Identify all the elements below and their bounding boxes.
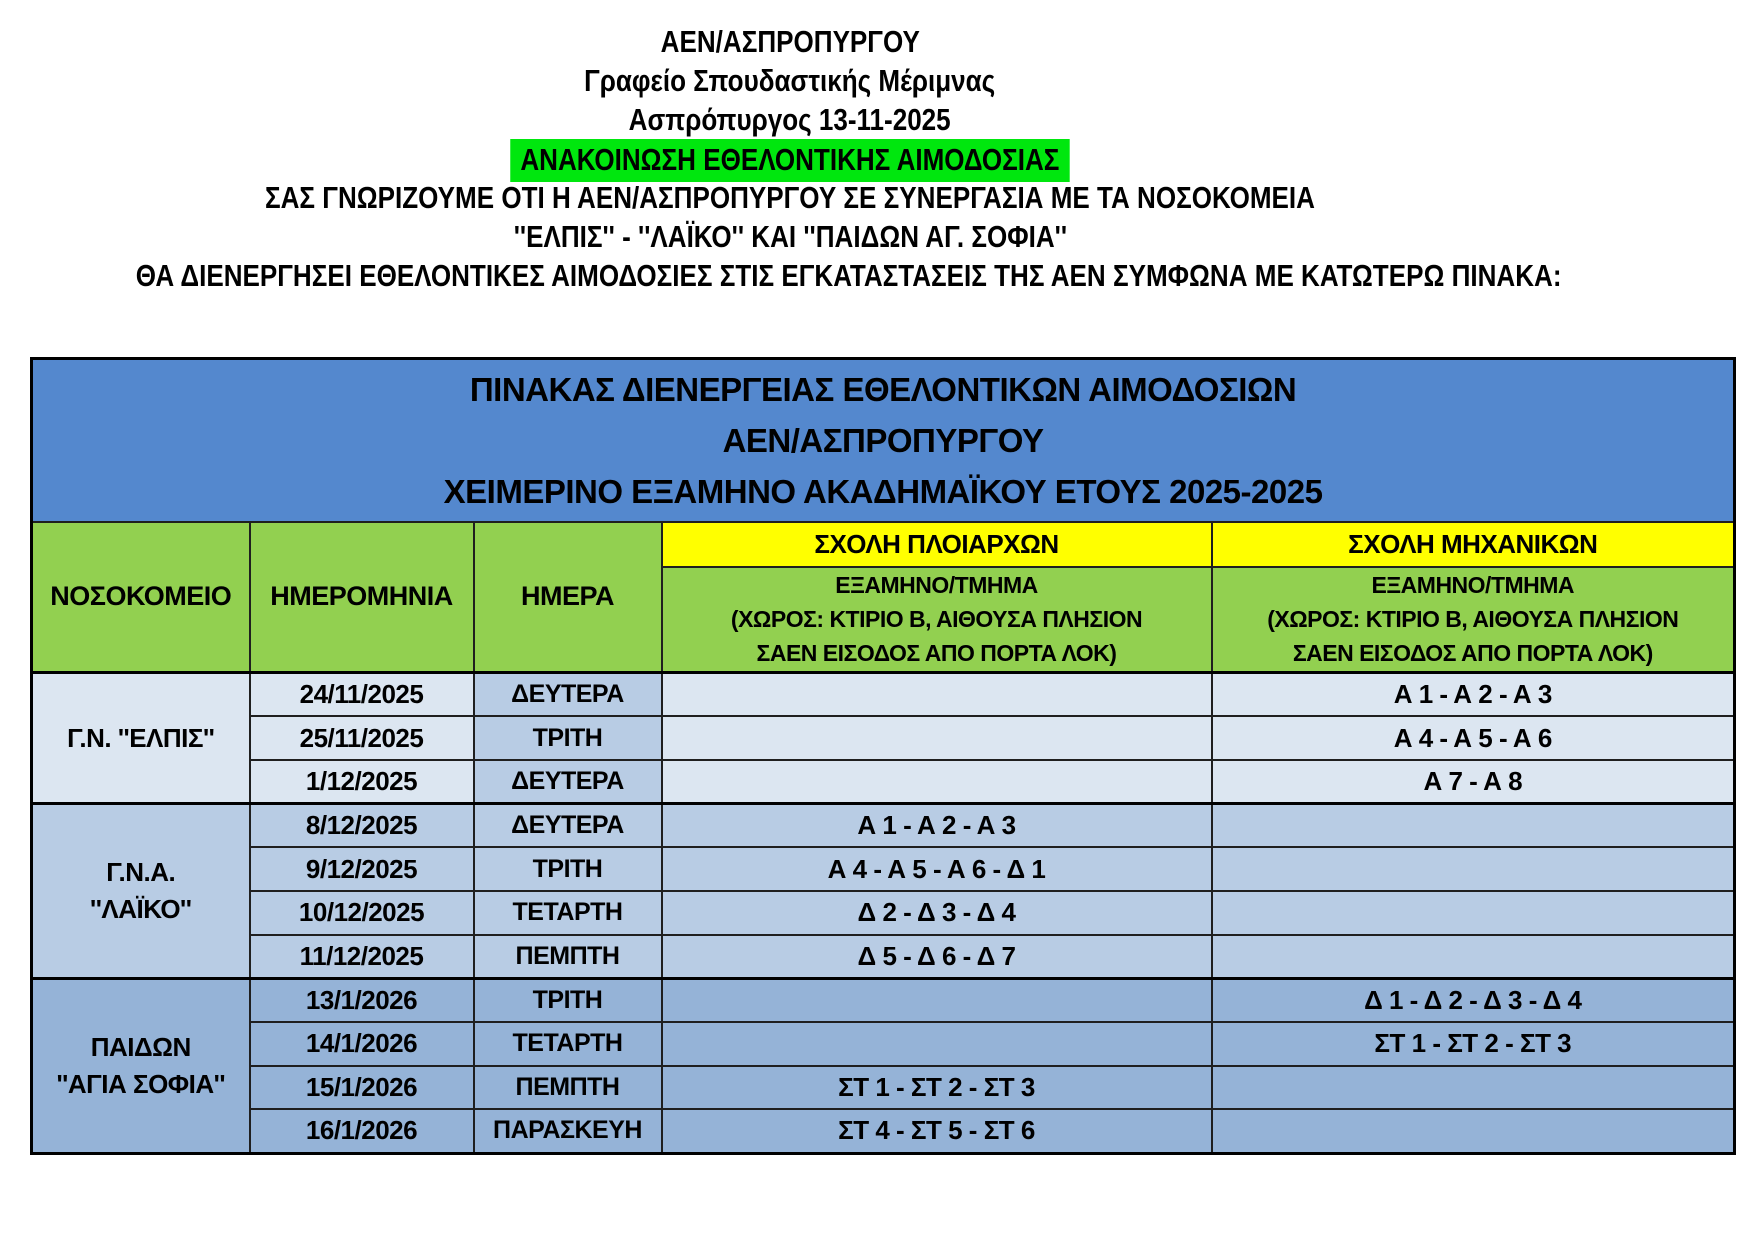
engineers-sections-cell: Δ 1 - Δ 2 - Δ 3 - Δ 4: [1212, 978, 1735, 1022]
engineers-sections-cell: [1212, 1066, 1735, 1110]
day-cell: ΤΡΙΤΗ: [474, 847, 662, 891]
hospital-cell-agia-sofia: [32, 978, 250, 1153]
engineers-sections-cell: Α 4 - Α 5 - Α 6: [1212, 716, 1735, 760]
place-date-text: Ασπρόπυργος 13-11-2025: [629, 102, 951, 137]
engineers-sections-cell: [1212, 847, 1735, 891]
engineers-sections-cell: Α 7 - Α 8: [1212, 760, 1735, 804]
table-title-line3: ΧΕΙΜΕΡΙΝΟ ΕΞΑΜΗΝΟ ΑΚΑΔΗΜΑΪΚΟΥ ΕΤΟΥΣ 2025-2025: [443, 472, 1323, 510]
schedule-table: [30, 357, 1736, 1155]
day-cell: ΔΕΥΤΕΡΑ: [474, 760, 662, 804]
column-header-captains-school: ΣΧΟΛΗ ΠΛΟΙΑΡΧΩΝ: [662, 522, 1212, 567]
date-cell: 16/1/2026: [250, 1109, 474, 1153]
captains-sections-cell: [662, 673, 1212, 717]
day-cell: ΔΕΥΤΕΡΑ: [474, 804, 662, 848]
table-row: [32, 804, 1735, 848]
engineers-sections-cell: ΣΤ 1 - ΣΤ 2 - ΣΤ 3: [1212, 1022, 1735, 1066]
table-row: [32, 1109, 1735, 1153]
date-cell: 9/12/2025: [250, 847, 474, 891]
intro-line-3: [0, 256, 1580, 295]
engineers-sections-cell: Α 1 - Α 2 - Α 3: [1212, 673, 1735, 717]
table-row: [32, 935, 1735, 979]
date-cell: 10/12/2025: [250, 891, 474, 935]
captains-sections-cell: [662, 1022, 1212, 1066]
engineers-subheader: [1212, 567, 1735, 673]
day-cell: ΠΕΜΠΤΗ: [474, 1066, 662, 1110]
date-cell: 13/1/2026: [250, 978, 474, 1022]
captains-sections-cell: Δ 5 - Δ 6 - Δ 7: [662, 935, 1212, 979]
captains-subheader-line2: (ΧΩΡΟΣ: ΚΤΙΡΙΟ Β, ΑΙΘΟΥΣΑ ΠΛΗΣΙΟΝ: [730, 606, 1143, 633]
hospital-name-line1: Γ.Ν. ''ΕΛΠΙΣ'': [67, 722, 215, 753]
hospital-cell-laiko: [32, 804, 250, 979]
table-title-line1: ΠΙΝΑΚΑΣ ΔΙΕΝΕΡΓΕΙΑΣ ΕΘΕΛΟΝΤΙΚΩΝ ΑΙΜΟΔΟΣΙΩΝ: [469, 370, 1297, 408]
column-header-date: ΗΜΕΡΟΜΗΝΙΑ: [250, 522, 474, 673]
hospital-name-line2: ''ΛΑΪΚΟ'': [90, 893, 192, 924]
place-date-line: [0, 100, 1580, 139]
captains-subheader-line1: ΕΞΑΜΗΝΟ/ΤΜΗΜΑ: [835, 572, 1038, 599]
day-cell: ΤΡΙΤΗ: [474, 716, 662, 760]
date-cell: 1/12/2025: [250, 760, 474, 804]
captains-sections-cell: [662, 716, 1212, 760]
intro-line-1-text: ΣΑΣ ΓΝΩΡΙΖΟΥΜΕ ΟΤΙ Η ΑΕΝ/ΑΣΠΡΟΠΥΡΓΟΥ ΣΕ ΣΥΝΕΡΓΑΣΙΑ ΜΕ ΤΑ ΝΟΣΟΚΟΜΕΙΑ: [265, 180, 1315, 215]
column-header-day: ΗΜΕΡΑ: [474, 522, 662, 673]
table-title-line2: ΑΕΝ/ΑΣΠΡΟΠΥΡΓΟΥ: [722, 421, 1044, 459]
table-row: [32, 760, 1735, 804]
table-title-row: [32, 359, 1735, 522]
table-row: [32, 1022, 1735, 1066]
captains-sections-cell: [662, 978, 1212, 1022]
hospital-cell-elpis: [32, 673, 250, 804]
intro-line-2: [0, 217, 1580, 256]
announcement-header: [0, 22, 1580, 295]
engineers-sections-cell: [1212, 1109, 1735, 1153]
engineers-sections-cell: [1212, 935, 1735, 979]
day-cell: ΤΕΤΑΡΤΗ: [474, 1022, 662, 1066]
intro-line-1: [0, 178, 1580, 217]
date-cell: 11/12/2025: [250, 935, 474, 979]
table-row: [32, 891, 1735, 935]
office-line: [0, 61, 1580, 100]
date-cell: 25/11/2025: [250, 716, 474, 760]
day-cell: ΤΕΤΑΡΤΗ: [474, 891, 662, 935]
table-row: [32, 673, 1735, 717]
date-cell: 24/11/2025: [250, 673, 474, 717]
org-title: [0, 22, 1580, 61]
announcement-banner-text: ΑΝΑΚΟΙΝΩΣΗ ΕΘΕΛΟΝΤΙΚΗΣ ΑΙΜΟΔΟΣΙΑΣ: [510, 139, 1069, 182]
announcement-banner: [0, 139, 1580, 178]
hospital-name-line1: ΠΑΙΔΩΝ: [90, 1031, 191, 1062]
day-cell: ΠΑΡΑΣΚΕΥΗ: [474, 1109, 662, 1153]
day-cell: ΤΡΙΤΗ: [474, 978, 662, 1022]
engineers-subheader-line1: ΕΞΑΜΗΝΟ/ΤΜΗΜΑ: [1371, 572, 1575, 599]
intro-line-3-text: ΘΑ ΔΙΕΝΕΡΓΗΣΕΙ ΕΘΕΛΟΝΤΙΚΕΣ ΑΙΜΟΔΟΣΙΕΣ ΣΤΙΣ ΕΓΚΑΤΑΣΤΑΣΕΙΣ ΤΗΣ ΑΕΝ ΣΥΜΦΩΝΑ ΜΕ ΚΑΤΩΤΕΡΩ ΠΙΝΑΚΑ:: [135, 258, 1562, 293]
engineers-subheader-line2: (ΧΩΡΟΣ: ΚΤΙΡΙΟ Β, ΑΙΘΟΥΣΑ ΠΛΗΣΙΟΝ: [1267, 606, 1679, 633]
captains-sections-cell: Α 1 - Α 2 - Α 3: [662, 804, 1212, 848]
captains-sections-cell: ΣΤ 4 - ΣΤ 5 - ΣΤ 6: [662, 1109, 1212, 1153]
hospital-name-line1: Γ.Ν.Α.: [106, 856, 176, 887]
office-line-text: Γραφείο Σπουδαστικής Μέριμνας: [584, 63, 996, 98]
captains-sections-cell: [662, 760, 1212, 804]
date-cell: 8/12/2025: [250, 804, 474, 848]
captains-subheader: [662, 567, 1212, 673]
table-row: [32, 716, 1735, 760]
date-cell: 14/1/2026: [250, 1022, 474, 1066]
engineers-sections-cell: [1212, 804, 1735, 848]
intro-line-2-text: ''ΕΛΠΙΣ'' - ''ΛΑΪΚΟ'' ΚΑΙ ''ΠΑΙΔΩΝ ΑΓ. ΣΟΦΙΑ'': [513, 219, 1067, 254]
table-row: [32, 1066, 1735, 1110]
day-cell: ΔΕΥΤΕΡΑ: [474, 673, 662, 717]
table-title-cell: [32, 359, 1735, 522]
column-header-engineers-school: ΣΧΟΛΗ ΜΗΧΑΝΙΚΩΝ: [1212, 522, 1735, 567]
engineers-subheader-line3: ΣΑΕΝ ΕΙΣΟΔΟΣ ΑΠΟ ΠΟΡΤΑ ΛΟΚ): [1292, 640, 1653, 667]
school-header-row: [32, 522, 1735, 567]
day-cell: ΠΕΜΠΤΗ: [474, 935, 662, 979]
captains-sections-cell: ΣΤ 1 - ΣΤ 2 - ΣΤ 3: [662, 1066, 1212, 1110]
blood-donation-schedule: [30, 357, 1733, 1155]
table-row: [32, 847, 1735, 891]
captains-sections-cell: Δ 2 - Δ 3 - Δ 4: [662, 891, 1212, 935]
captains-subheader-line3: ΣΑΕΝ ΕΙΣΟΔΟΣ ΑΠΟ ΠΟΡΤΑ ΛΟΚ): [756, 640, 1117, 667]
org-title-text: ΑΕΝ/ΑΣΠΡΟΠΥΡΓΟΥ: [660, 24, 920, 59]
captains-sections-cell: Α 4 - Α 5 - Α 6 - Δ 1: [662, 847, 1212, 891]
table-row: [32, 978, 1735, 1022]
hospital-name-line2: ''ΑΓΙΑ ΣΟΦΙΑ'': [56, 1068, 226, 1099]
column-header-hospital: ΝΟΣΟΚΟΜΕΙΟ: [32, 522, 250, 673]
date-cell: 15/1/2026: [250, 1066, 474, 1110]
engineers-sections-cell: [1212, 891, 1735, 935]
